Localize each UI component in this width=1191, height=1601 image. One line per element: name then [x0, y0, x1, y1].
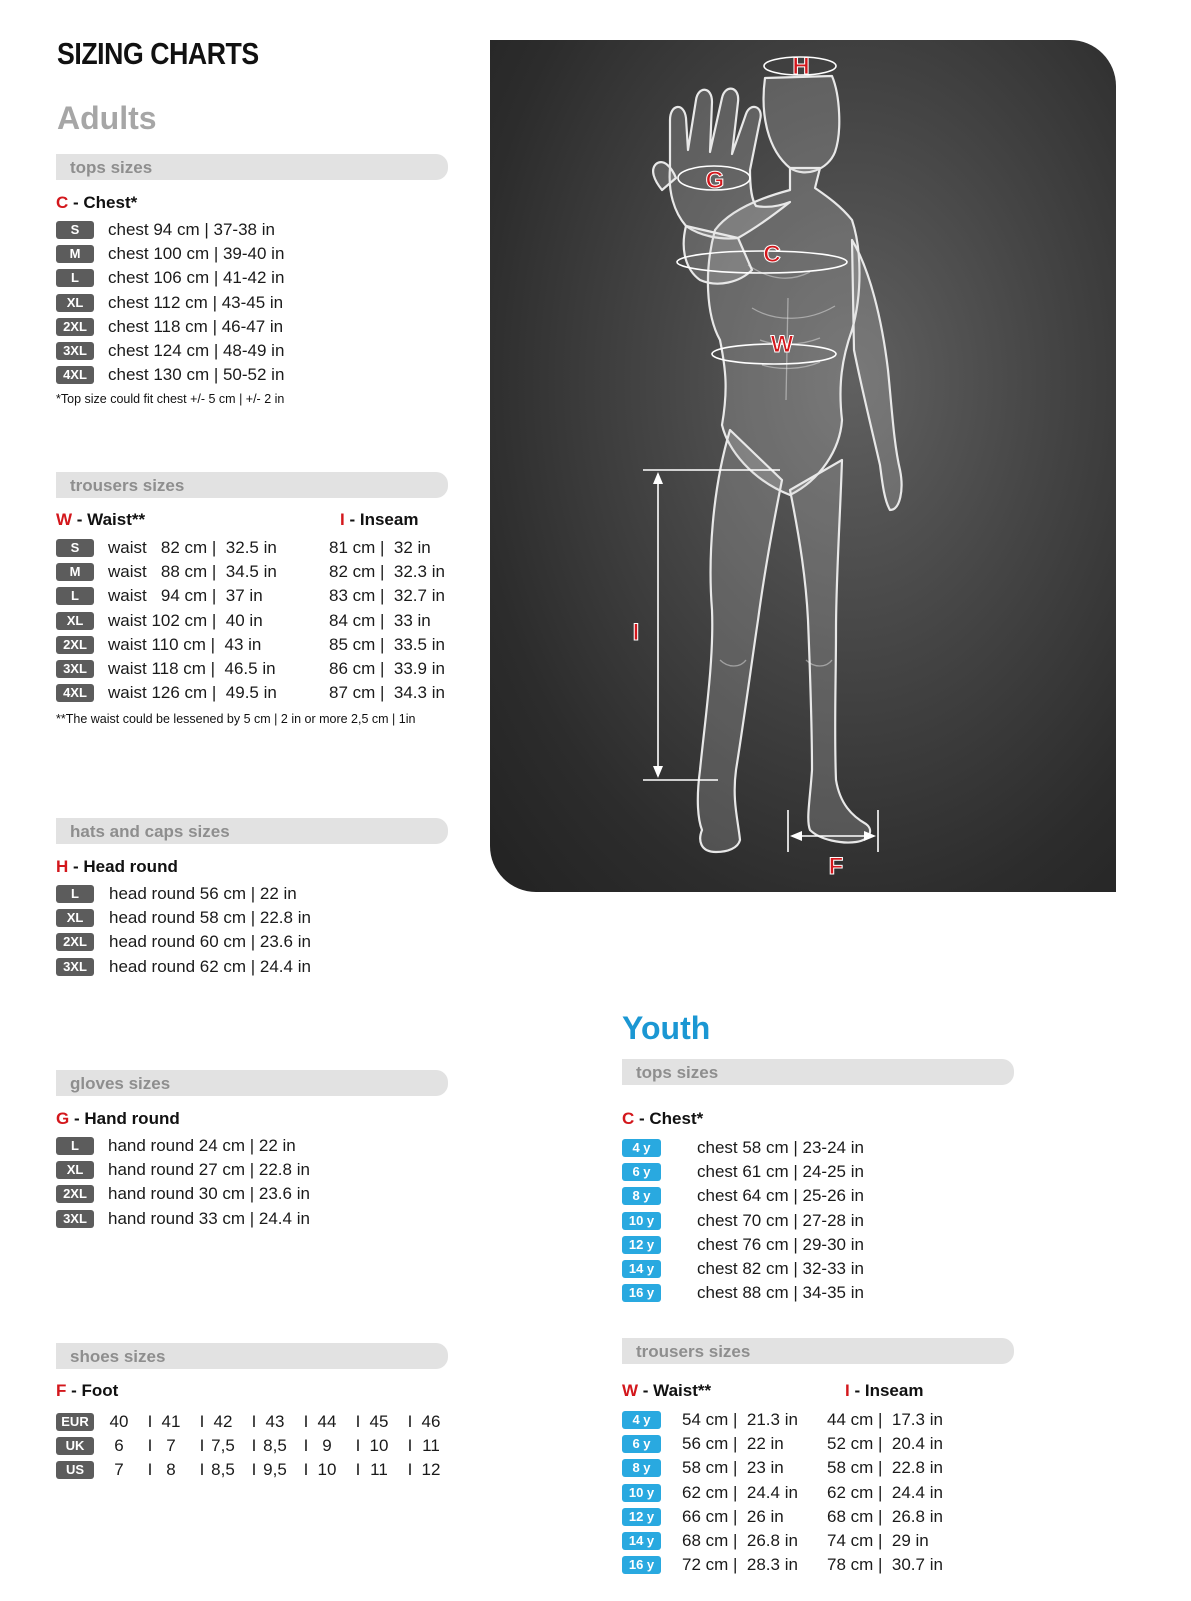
waist-measure: 58 cm | 23 in: [682, 1458, 784, 1478]
size-measure: head round 56 cm | 22 in: [109, 884, 297, 903]
shoe-size-value: 43: [265, 1412, 285, 1431]
size-row: [56, 906, 436, 930]
shoe-size-value: 11: [370, 1460, 388, 1480]
shoe-size-value: 8,5: [263, 1436, 287, 1456]
shoe-size-value: 8,5: [211, 1460, 235, 1480]
waist-measure: waist 126 cm | 49.5 in: [108, 683, 277, 703]
adult-tops-bar-label: tops sizes: [70, 158, 153, 177]
shoe-separator: I: [303, 1460, 309, 1480]
size-measure: chest 64 cm | 25-26 in: [697, 1186, 864, 1206]
size-badge: 2XL: [56, 318, 94, 336]
size-measure: chest 106 cm | 41-42 in: [108, 268, 285, 288]
size-badge: XL: [56, 294, 94, 312]
shoe-size-value: 9,5: [263, 1460, 287, 1480]
size-badge: 3XL: [56, 958, 94, 976]
size-row: [622, 1553, 1042, 1577]
shoe-separator: I: [407, 1460, 413, 1480]
shoe-separator: I: [355, 1436, 361, 1456]
size-row: [56, 1182, 436, 1206]
inseam-measure: 78 cm | 30.7 in: [827, 1555, 943, 1575]
body-measurement-figure: [490, 40, 1116, 892]
page-title: SIZING CHARTS: [57, 36, 259, 71]
size-badge: 12 y: [622, 1236, 661, 1254]
shoe-system-badge: US: [56, 1461, 94, 1479]
adults-title: Adults: [57, 100, 157, 136]
size-row: [56, 657, 456, 681]
adult-tops-bar: [56, 154, 448, 180]
youth-waist-header: W - Waist**: [622, 1381, 712, 1400]
youth-waist-label: Waist**: [653, 1381, 712, 1400]
shoe-separator: I: [251, 1436, 257, 1456]
shoe-size-value: 45: [369, 1412, 389, 1431]
inseam-measure: 52 cm | 20.4 in: [827, 1434, 943, 1454]
shoe-separator: I: [147, 1436, 153, 1456]
size-row: [56, 339, 436, 363]
size-row: [56, 315, 436, 339]
shoe-separator: I: [199, 1412, 205, 1431]
size-row: [56, 266, 436, 290]
waist-measure: 62 cm | 24.4 in: [682, 1482, 798, 1502]
size-badge: 14 y: [622, 1532, 661, 1550]
head-label: Head round: [83, 857, 178, 876]
shoe-size-value: 8: [166, 1460, 176, 1480]
size-badge: 16 y: [622, 1284, 661, 1302]
shoe-system-badge: EUR: [56, 1413, 94, 1431]
adult-hats-bar-label: hats and caps sizes: [70, 822, 230, 841]
inseam-measure: 81 cm | 32 in: [329, 538, 431, 557]
adult-hats-bar: [56, 818, 448, 844]
size-badge: 4 y: [622, 1139, 661, 1157]
size-row: [56, 1158, 436, 1182]
youth-tops-header: C - Chest*: [622, 1109, 704, 1128]
shoe-size-value: 10: [317, 1460, 337, 1480]
inseam-measure: 87 cm | 34.3 in: [329, 683, 445, 703]
size-row: [56, 955, 436, 979]
waist-measure: 68 cm | 26.8 in: [682, 1531, 798, 1550]
size-badge: M: [56, 563, 94, 581]
inseam-marker: I: [632, 619, 640, 646]
size-row: [622, 1432, 1042, 1456]
hand-marker: G: [705, 167, 725, 194]
size-row: [622, 1257, 1002, 1281]
size-row: [622, 1160, 1002, 1184]
size-measure: chest 124 cm | 48-49 in: [108, 341, 285, 360]
shoe-separator: I: [303, 1436, 309, 1456]
size-row: [622, 1481, 1042, 1505]
shoe-separator: I: [407, 1436, 413, 1456]
inseam-measure: 82 cm | 32.3 in: [329, 562, 445, 582]
size-row: [56, 882, 436, 906]
shoe-separator: I: [147, 1460, 153, 1480]
size-row: [622, 1456, 1042, 1480]
shoe-size-value: 7: [114, 1460, 124, 1480]
waist-label: Waist**: [87, 510, 146, 529]
shoe-size-value: 6: [114, 1436, 124, 1456]
size-measure: hand round 33 cm | 24.4 in: [108, 1208, 310, 1228]
size-measure: chest 100 cm | 39-40 in: [108, 244, 285, 264]
shoe-separator: I: [407, 1412, 413, 1431]
size-measure: chest 82 cm | 32-33 in: [697, 1259, 864, 1278]
size-badge: 6 y: [622, 1163, 661, 1181]
size-row: [56, 363, 436, 387]
youth-inseam-label: Inseam: [864, 1381, 924, 1400]
size-measure: chest 88 cm | 34-35 in: [697, 1283, 864, 1303]
shoe-row: [56, 1410, 456, 1434]
size-measure: chest 58 cm | 23-24 in: [697, 1138, 864, 1157]
adult-trousers-note: **The waist could be lessened by 5 cm | 2 in or more 2,5 cm | 1in: [56, 712, 416, 726]
size-badge: M: [56, 245, 94, 263]
size-measure: hand round 27 cm | 22.8 in: [108, 1160, 310, 1180]
shoe-size-value: 41: [161, 1412, 181, 1431]
size-badge: 2XL: [56, 933, 94, 951]
size-badge: L: [56, 269, 94, 287]
size-row: [56, 1134, 436, 1158]
shoe-size-value: 46: [421, 1412, 441, 1431]
shoe-size-value: 7: [166, 1436, 176, 1456]
adult-shoes-header: F - Foot: [56, 1381, 119, 1400]
size-badge: 8 y: [622, 1459, 661, 1477]
size-badge: 6 y: [622, 1435, 661, 1453]
inseam-measure: 58 cm | 22.8 in: [827, 1458, 943, 1478]
size-badge: 14 y: [622, 1260, 661, 1278]
size-row: [56, 681, 456, 705]
youth-chest-letter: C: [622, 1109, 635, 1128]
adult-shoes-bar: [56, 1343, 448, 1369]
size-badge: XL: [56, 612, 94, 630]
youth-chest-label: Chest*: [649, 1109, 704, 1128]
size-row: [56, 218, 436, 242]
inseam-measure: 85 cm | 33.5 in: [329, 634, 445, 654]
size-row: [622, 1184, 1002, 1208]
size-row: [622, 1408, 1042, 1432]
youth-tops-bar-label: tops sizes: [636, 1063, 719, 1082]
chest-letter: C: [56, 193, 69, 212]
shoe-separator: I: [251, 1412, 257, 1431]
waist-marker: W: [770, 331, 794, 358]
hand-letter: G: [56, 1109, 70, 1128]
size-measure: head round 62 cm | 24.4 in: [109, 956, 311, 976]
waist-measure: waist 82 cm | 32.5 in: [108, 538, 277, 557]
shoe-separator: I: [303, 1412, 309, 1431]
chest-label: Chest*: [83, 193, 138, 212]
shoe-row: [56, 1458, 456, 1482]
size-badge: 10 y: [622, 1212, 661, 1230]
size-badge: 12 y: [622, 1508, 661, 1526]
size-measure: hand round 24 cm | 22 in: [108, 1136, 296, 1155]
size-row: [622, 1281, 1002, 1305]
size-row: [56, 609, 456, 633]
size-measure: chest 118 cm | 46-47 in: [108, 316, 284, 336]
adult-trousers-bar: [56, 472, 448, 498]
shoe-size-value: 11: [422, 1436, 440, 1456]
waist-letter: W: [56, 510, 73, 529]
size-measure: chest 61 cm | 24-25 in: [697, 1162, 864, 1182]
adult-trousers-bar-label: trousers sizes: [70, 476, 185, 495]
size-measure: chest 70 cm | 27-28 in: [697, 1210, 864, 1230]
size-measure: hand round 30 cm | 23.6 in: [108, 1184, 310, 1204]
size-row: [622, 1505, 1042, 1529]
size-badge: L: [56, 1137, 94, 1155]
shoe-row: [56, 1434, 456, 1458]
size-row: [56, 242, 436, 266]
size-measure: chest 76 cm | 29-30 in: [697, 1234, 864, 1254]
shoe-size-value: 9: [322, 1436, 332, 1456]
body-silhouette: [653, 76, 901, 852]
shoe-separator: I: [251, 1460, 257, 1480]
adult-tops-header: C - Chest*: [56, 193, 138, 212]
waist-measure: 66 cm | 26 in: [682, 1506, 784, 1526]
inseam-measure: 83 cm | 32.7 in: [329, 586, 445, 606]
inseam-measure: 84 cm | 33 in: [329, 610, 431, 630]
size-badge: 4XL: [56, 366, 94, 384]
size-row: [56, 536, 456, 560]
adult-gloves-bar: [56, 1070, 448, 1096]
waist-measure: 56 cm | 22 in: [682, 1434, 784, 1454]
adult-waist-header: W - Waist**: [56, 510, 146, 529]
shoe-separator: I: [147, 1412, 153, 1431]
size-badge: S: [56, 539, 94, 557]
foot-letter: F: [56, 1381, 67, 1400]
size-measure: chest 112 cm | 43-45 in: [108, 292, 284, 312]
shoe-size-value: 42: [213, 1412, 233, 1431]
hand-label: Hand round: [84, 1109, 180, 1128]
size-badge: L: [56, 587, 94, 605]
size-badge: L: [56, 885, 94, 903]
youth-trousers-bar-label: trousers sizes: [636, 1342, 751, 1361]
foot-label: Foot: [81, 1381, 119, 1400]
shoe-size-value: 40: [109, 1412, 129, 1431]
size-badge: 16 y: [622, 1556, 661, 1574]
size-badge: XL: [56, 1161, 94, 1179]
waist-measure: waist 88 cm | 34.5 in: [108, 562, 277, 582]
shoe-separator: I: [355, 1412, 361, 1431]
waist-measure: waist 102 cm | 40 in: [108, 610, 263, 630]
size-badge: 10 y: [622, 1484, 661, 1502]
size-badge: 3XL: [56, 342, 94, 360]
size-badge: XL: [56, 909, 94, 927]
youth-tops-bar: [622, 1059, 1014, 1085]
chest-marker: C: [763, 241, 781, 268]
shoe-size-value: 12: [421, 1460, 441, 1480]
inseam-measure: 44 cm | 17.3 in: [827, 1410, 943, 1429]
foot-marker: F: [828, 853, 844, 880]
head-letter: H: [56, 857, 69, 876]
size-badge: 2XL: [56, 636, 94, 654]
inseam-measure: 74 cm | 29 in: [827, 1531, 929, 1550]
adult-gloves-header: G - Hand round: [56, 1109, 180, 1128]
youth-inseam-letter: I: [845, 1381, 850, 1400]
shoe-separator: I: [199, 1436, 205, 1456]
size-row: [56, 584, 456, 608]
shoe-separator: I: [199, 1460, 205, 1480]
size-badge: 3XL: [56, 1210, 94, 1228]
inseam-letter: I: [340, 510, 345, 529]
size-badge: 4 y: [622, 1411, 661, 1429]
adult-inseam-header: I - Inseam: [340, 510, 419, 529]
shoe-separator: I: [355, 1460, 361, 1480]
waist-measure: waist 94 cm | 37 in: [108, 586, 263, 606]
shoe-size-value: 10: [369, 1436, 389, 1456]
waist-measure: waist 118 cm | 46.5 in: [108, 659, 276, 678]
size-measure: chest 94 cm | 37-38 in: [108, 220, 275, 239]
size-badge: 2XL: [56, 1185, 94, 1203]
inseam-measure: 68 cm | 26.8 in: [827, 1506, 943, 1526]
adult-tops-note: *Top size could fit chest +/- 5 cm | +/- 2 in: [56, 392, 285, 406]
waist-measure: 72 cm | 28.3 in: [682, 1555, 798, 1575]
size-row: [622, 1209, 1002, 1233]
shoe-system-badge: UK: [56, 1437, 94, 1455]
head-marker: H: [792, 53, 810, 80]
shoe-size-value: 44: [317, 1412, 337, 1431]
size-badge: 4XL: [56, 684, 94, 702]
size-row: [56, 560, 456, 584]
size-row: [622, 1136, 1002, 1160]
size-measure: chest 130 cm | 50-52 in: [108, 365, 285, 385]
size-row: [622, 1529, 1042, 1553]
youth-title: Youth: [622, 1010, 711, 1046]
youth-trousers-bar: [622, 1338, 1014, 1364]
youth-inseam-header: I - Inseam: [845, 1381, 924, 1400]
size-row: [622, 1233, 1002, 1257]
size-badge: 8 y: [622, 1187, 661, 1205]
adult-hats-header: H - Head round: [56, 857, 178, 876]
adult-gloves-bar-label: gloves sizes: [70, 1074, 171, 1093]
inseam-measure: 86 cm | 33.9 in: [329, 659, 445, 678]
size-row: [56, 291, 436, 315]
size-row: [56, 633, 456, 657]
inseam-label: Inseam: [359, 510, 419, 529]
adult-shoes-bar-label: shoes sizes: [70, 1347, 166, 1366]
size-measure: head round 58 cm | 22.8 in: [109, 908, 311, 928]
size-badge: 3XL: [56, 660, 94, 678]
size-row: [56, 930, 436, 954]
youth-waist-letter: W: [622, 1381, 639, 1400]
size-row: [56, 1207, 436, 1231]
waist-measure: 54 cm | 21.3 in: [682, 1410, 798, 1429]
inseam-measure: 62 cm | 24.4 in: [827, 1482, 943, 1502]
size-badge: S: [56, 221, 94, 239]
size-measure: head round 60 cm | 23.6 in: [109, 932, 311, 952]
shoe-size-value: 7,5: [211, 1436, 235, 1456]
waist-measure: waist 110 cm | 43 in: [108, 634, 262, 654]
